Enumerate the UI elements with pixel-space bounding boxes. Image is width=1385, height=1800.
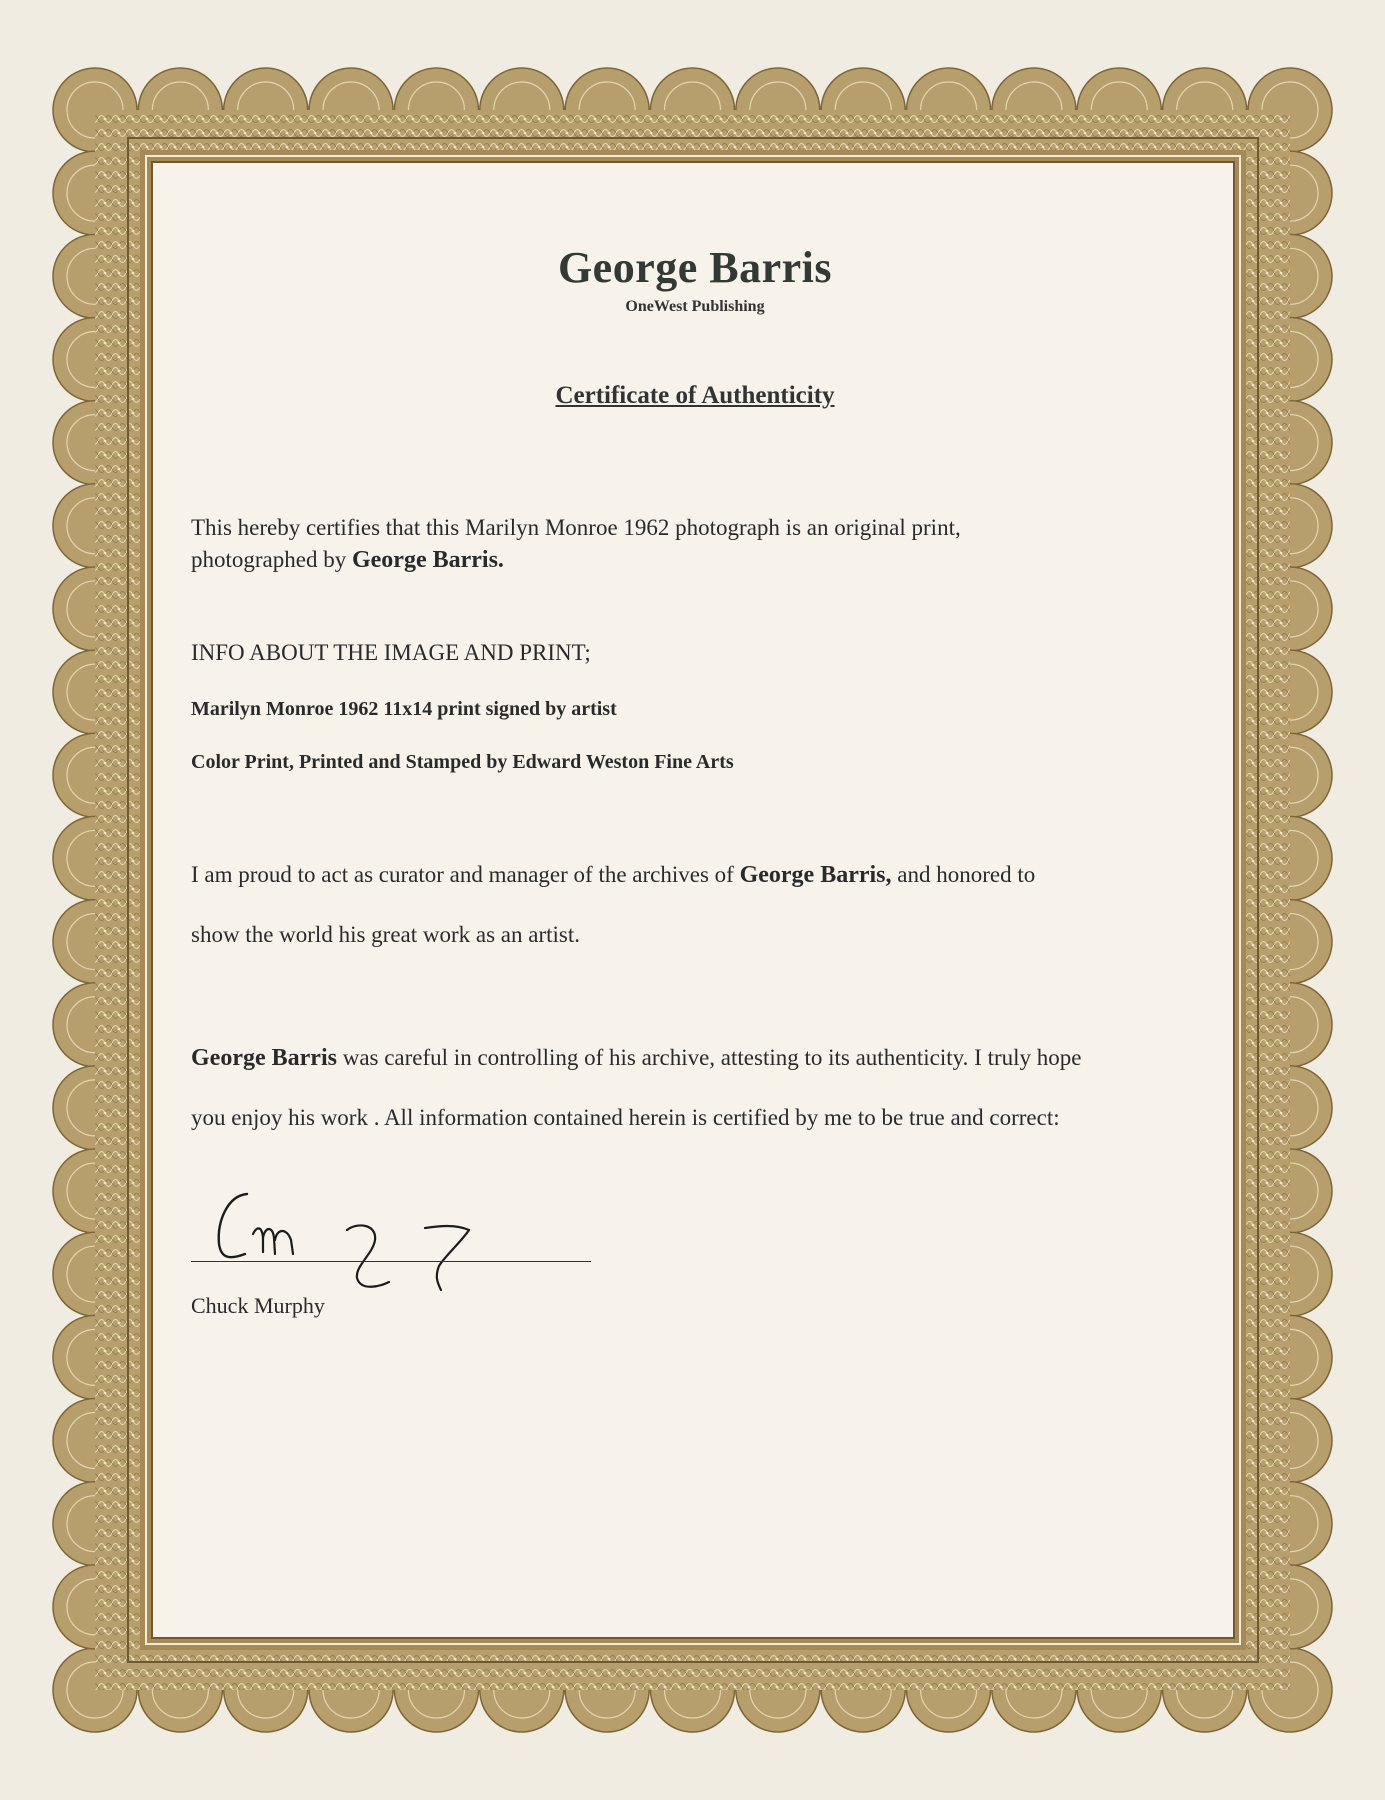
info-heading: INFO ABOUT THE IMAGE AND PRINT; [191, 640, 591, 665]
photographer-name-inline: George Barris. [351, 547, 504, 573]
publisher-name: OneWest Publishing [625, 298, 765, 315]
photographed-by-text: photographed by [191, 547, 352, 572]
curator-statement-line-1 [191, 862, 1035, 889]
curator-statement-line-2: show the world his great work as an artist. [191, 922, 581, 947]
photographer-name-heading: George Barris [557, 243, 833, 292]
curator-text: and honored to [891, 862, 1036, 887]
certify-text: This hereby certifies that this Marilyn Monroe 1962 photograph is an original print, [191, 515, 961, 540]
archive-artist-name: George Barris [191, 1045, 337, 1071]
archive-statement-line-2: you enjoy his work . All information contained herein is certified by me to be true and correct: [191, 1105, 1060, 1130]
photographed-by-line [191, 547, 504, 574]
signer-name: Chuck Murphy [191, 1293, 325, 1318]
curator-artist-name: George Barris, [739, 862, 892, 888]
archive-statement-line-1 [191, 1045, 1082, 1072]
info-item: Color Print, Printed and Stamped by Edward Weston Fine Arts [191, 751, 734, 773]
signature-line [191, 1261, 591, 1262]
certify-statement [191, 515, 961, 541]
archive-text: was careful in controlling of his archive, attesting to its authenticity. I truly hope [336, 1045, 1082, 1070]
curator-text: I am proud to act as curator and manager of the archives of [191, 862, 740, 887]
info-item: Marilyn Monroe 1962 11x14 print signed by artist [191, 698, 617, 720]
certificate-body [155, 170, 1235, 1640]
certificate-title: Certificate of Authenticity [555, 382, 835, 409]
